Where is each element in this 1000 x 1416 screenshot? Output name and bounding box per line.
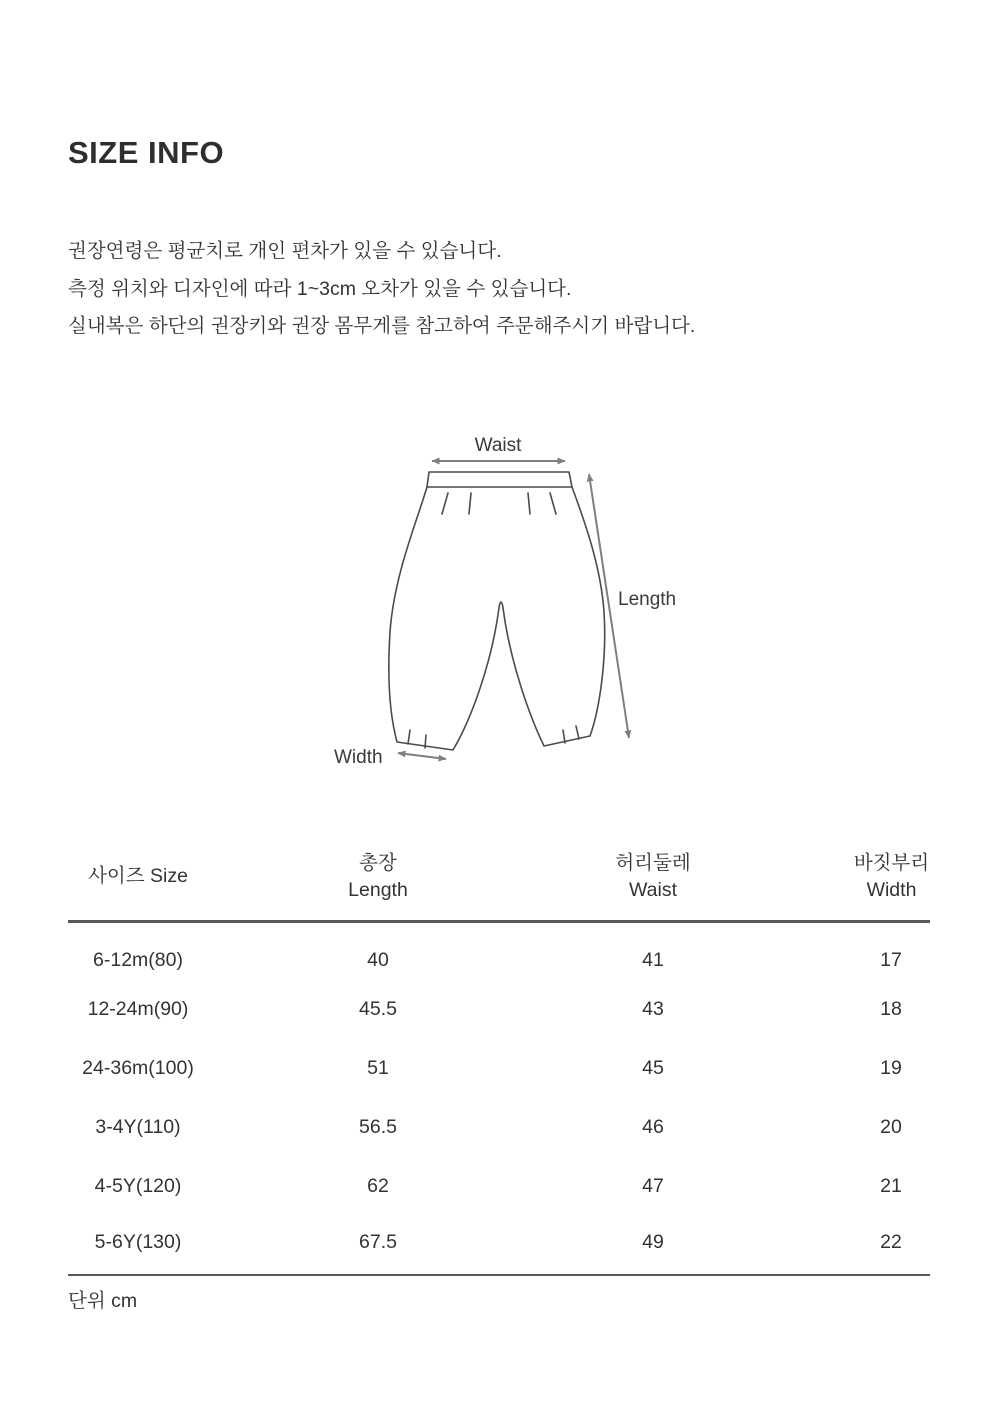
waist-cell: 43 [642,998,664,1020]
pants-body-shape [389,487,605,750]
column-header-size [68,850,208,922]
length-cell: 56.5 [359,1116,397,1138]
unit-note: 단위 cm [68,1290,138,1312]
table-row [68,921,930,980]
gather-tick [442,493,448,514]
column-header-size-en: Size [150,865,188,887]
width-cell: 17 [880,949,902,972]
size-cell: 4-5Y(120) [94,1175,182,1197]
width-label: Width [334,746,383,768]
waist-cell: 46 [642,1116,664,1138]
size-cell: 3-4Y(110) [95,1116,181,1138]
column-header-length [208,850,548,922]
measure-arrows [398,461,629,759]
table-row [68,1157,930,1216]
pants-outline-icon [389,472,605,750]
length-label: Length [618,588,677,610]
column-header-waist-ko: 허리둘레 [615,851,691,874]
column-header-waist [548,850,758,922]
pants-measurement-diagram [320,424,740,784]
table-row [68,1039,930,1098]
hem-tick [425,735,426,748]
waistband-shape [427,472,572,487]
column-header-length-en: Length [348,878,408,901]
width-cell: 21 [880,1175,902,1197]
gather-tick [528,493,530,514]
waist-label: Waist [474,434,522,456]
note-line: 권장연령은 평균치로 개인 편차가 있을 수 있습니다. [68,240,502,262]
column-header-width-en: Width [866,878,917,901]
hem-tick [576,726,579,739]
size-cell: 12-24m(90) [87,998,189,1020]
width-cell: 22 [758,1216,930,1275]
size-cell: 6-12m(80) [93,949,183,972]
note-line: 실내복은 하단의 권장키와 권장 몸무게를 참고하여 주문해주시기 바랍니다. [68,315,696,337]
size-cell: 5-6Y(130) [68,1216,208,1275]
gather-tick [550,493,556,514]
width-arrow-icon [398,753,446,759]
table-row [68,1216,930,1275]
size-cell: 24-36m(100) [82,1057,194,1079]
waist-cell: 49 [548,1216,758,1275]
column-header-width [758,850,930,922]
waist-cell: 45 [642,1057,664,1079]
table-row [68,1098,930,1157]
table-row [68,980,930,1039]
size-table-header-row [68,850,930,922]
width-cell: 20 [880,1116,902,1138]
note-line: 측정 위치와 디자인에 따라 1~3cm 오차가 있을 수 있습니다. [68,277,572,300]
column-header-size-ko: 사이즈 [88,865,145,887]
gather-tick [469,493,471,514]
column-header-waist-en: Waist [628,878,678,901]
size-table [68,850,930,1277]
length-cell: 62 [367,1175,389,1197]
size-notes [68,233,930,346]
width-cell: 19 [880,1057,902,1079]
page-title: SIZE INFO [68,135,225,170]
pants-diagram-svg [320,424,740,784]
column-header-length-ko: 총장 [359,851,397,874]
length-cell: 67.5 [208,1216,548,1275]
length-cell: 51 [367,1057,389,1079]
waist-cell: 41 [642,949,664,972]
hem-tick [408,730,410,744]
waist-cell: 47 [642,1175,664,1197]
length-cell: 40 [367,949,389,972]
column-header-width-ko: 바짓부리 [853,851,930,874]
width-cell: 18 [880,998,902,1020]
length-cell: 45.5 [359,998,397,1020]
